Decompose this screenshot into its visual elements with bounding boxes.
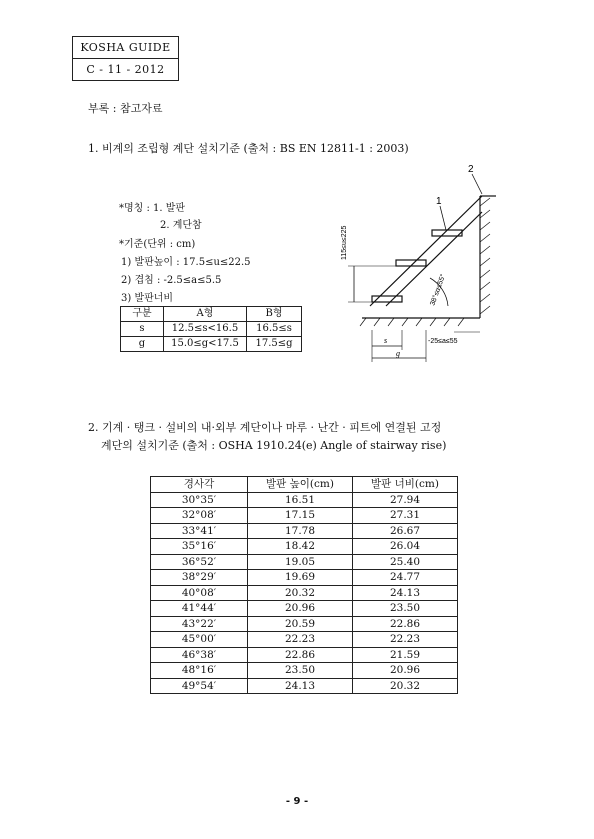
table-header: 발판 높이(cm) xyxy=(248,477,353,493)
table-cell: 27.31 xyxy=(353,508,458,524)
section1-title: 1. 비계의 조립형 계단 설치기준 (출처 : BS EN 12811-1 : 2003) xyxy=(88,142,409,155)
table-row xyxy=(151,663,458,679)
table-row xyxy=(151,647,458,663)
table-cell: 27.94 xyxy=(353,492,458,508)
table-row xyxy=(121,337,302,352)
table-cell: 15.0≤g<17.5 xyxy=(164,337,247,352)
table-cell: 16.5≤s xyxy=(247,322,302,337)
note-name-1: *명칭 : 1. 발판 xyxy=(119,203,186,214)
table-cell: 22.86 xyxy=(248,647,353,663)
height-dimension-label: 115≤u≤225 xyxy=(341,225,348,260)
section2-title-line1: 2. 기계 · 탱크 · 설비의 내·외부 계단이나 마루 · 난간 · 피트에 연결된 고정 xyxy=(88,421,442,434)
s-dimension-label: s xyxy=(384,336,388,345)
table-cell: 22.23 xyxy=(248,632,353,648)
table-cell: 36°52′ xyxy=(151,554,248,570)
table-cell: 43°22′ xyxy=(151,616,248,632)
guide-code: C - 11 - 2012 xyxy=(73,58,178,80)
wall-hatch xyxy=(480,198,490,314)
table-cell: 24.13 xyxy=(248,678,353,694)
overlap-dimension-label: -25≤a≤55 xyxy=(428,338,458,345)
table-header-row xyxy=(121,307,302,322)
note-width: 3) 발판너비 xyxy=(121,293,174,304)
table-header: 경사각 xyxy=(151,477,248,493)
guide-name: KOSHA GUIDE xyxy=(80,41,171,54)
table-cell: 18.42 xyxy=(248,539,353,555)
table-row xyxy=(151,539,458,555)
table-cell: 12.5≤s<16.5 xyxy=(164,322,247,337)
tread-width-table xyxy=(120,306,302,352)
table-header-row xyxy=(151,477,458,493)
table-row xyxy=(121,322,302,337)
table-cell: 19.05 xyxy=(248,554,353,570)
table-cell: 23.50 xyxy=(353,601,458,617)
table-cell: 17.15 xyxy=(248,508,353,524)
table-header: 발판 너비(cm) xyxy=(353,477,458,493)
g-dimension-label: g xyxy=(396,349,400,358)
table-cell: 32°08′ xyxy=(151,508,248,524)
document-code-box xyxy=(72,36,179,81)
table-cell: 22.23 xyxy=(353,632,458,648)
table-row xyxy=(151,554,458,570)
table-cell: 25.40 xyxy=(353,554,458,570)
table-cell: 46°38′ xyxy=(151,647,248,663)
table-cell: 33°41′ xyxy=(151,523,248,539)
table-row xyxy=(151,585,458,601)
table-cell: 20.32 xyxy=(353,678,458,694)
table-header: 구분 xyxy=(121,307,164,322)
page-number: - 9 - xyxy=(285,796,309,807)
table-cell: 20.96 xyxy=(248,601,353,617)
table-cell: g xyxy=(121,337,164,352)
table-cell: 45°00′ xyxy=(151,632,248,648)
table-cell: 30°35′ xyxy=(151,492,248,508)
table-cell: 41°44′ xyxy=(151,601,248,617)
note-unit: *기준(단위 : cm) xyxy=(119,239,196,250)
table-cell: 48°16′ xyxy=(151,663,248,679)
table-cell: 17.5≤g xyxy=(247,337,302,352)
table-cell: 20.59 xyxy=(248,616,353,632)
diagram-label-2: 2 xyxy=(468,164,474,175)
table-cell: 22.86 xyxy=(353,616,458,632)
table-body xyxy=(151,492,458,694)
table-row xyxy=(151,492,458,508)
ground-hatch xyxy=(360,318,464,326)
diagram-label-1: 1 xyxy=(436,196,442,207)
table-row xyxy=(151,508,458,524)
stair-angle-table xyxy=(150,476,458,694)
section2-title-line2: 계단의 설치기준 (출처 : OSHA 1910.24(e) Angle of stairway rise) xyxy=(101,439,447,452)
table-cell: 16.51 xyxy=(248,492,353,508)
note-name-2: 2. 계단참 xyxy=(160,220,202,231)
table-cell: 49°54′ xyxy=(151,678,248,694)
appendix-title: 부록 : 참고자료 xyxy=(88,102,163,115)
table-cell: 26.67 xyxy=(353,523,458,539)
table-cell: 20.96 xyxy=(353,663,458,679)
note-overlap: 2) 겹침 : -2.5≤a≤5.5 xyxy=(121,275,222,286)
table-row xyxy=(151,523,458,539)
leader-line-1 xyxy=(440,206,446,230)
table-cell: s xyxy=(121,322,164,337)
table-cell: 38°29′ xyxy=(151,570,248,586)
table-row xyxy=(151,570,458,586)
table-row xyxy=(151,601,458,617)
table-cell: 23.50 xyxy=(248,663,353,679)
table-row xyxy=(151,616,458,632)
table-cell: 24.77 xyxy=(353,570,458,586)
table-cell: 19.69 xyxy=(248,570,353,586)
table-row xyxy=(151,632,458,648)
table-header: B형 xyxy=(247,307,302,322)
table-cell: 17.78 xyxy=(248,523,353,539)
stair-stringer-upper xyxy=(370,196,482,306)
table-cell: 26.04 xyxy=(353,539,458,555)
table-cell: 20.32 xyxy=(248,585,353,601)
table-header: A형 xyxy=(164,307,247,322)
table-row xyxy=(151,678,458,694)
note-height: 1) 발판높이 : 17.5≤u≤22.5 xyxy=(121,257,251,268)
angle-dimension-label: 38°≤α≤55° xyxy=(429,273,448,307)
leader-line-2 xyxy=(472,174,482,194)
table-cell: 35°16′ xyxy=(151,539,248,555)
table-cell: 21.59 xyxy=(353,647,458,663)
stair-diagram xyxy=(330,160,510,395)
table-cell: 40°08′ xyxy=(151,585,248,601)
table-cell: 24.13 xyxy=(353,585,458,601)
